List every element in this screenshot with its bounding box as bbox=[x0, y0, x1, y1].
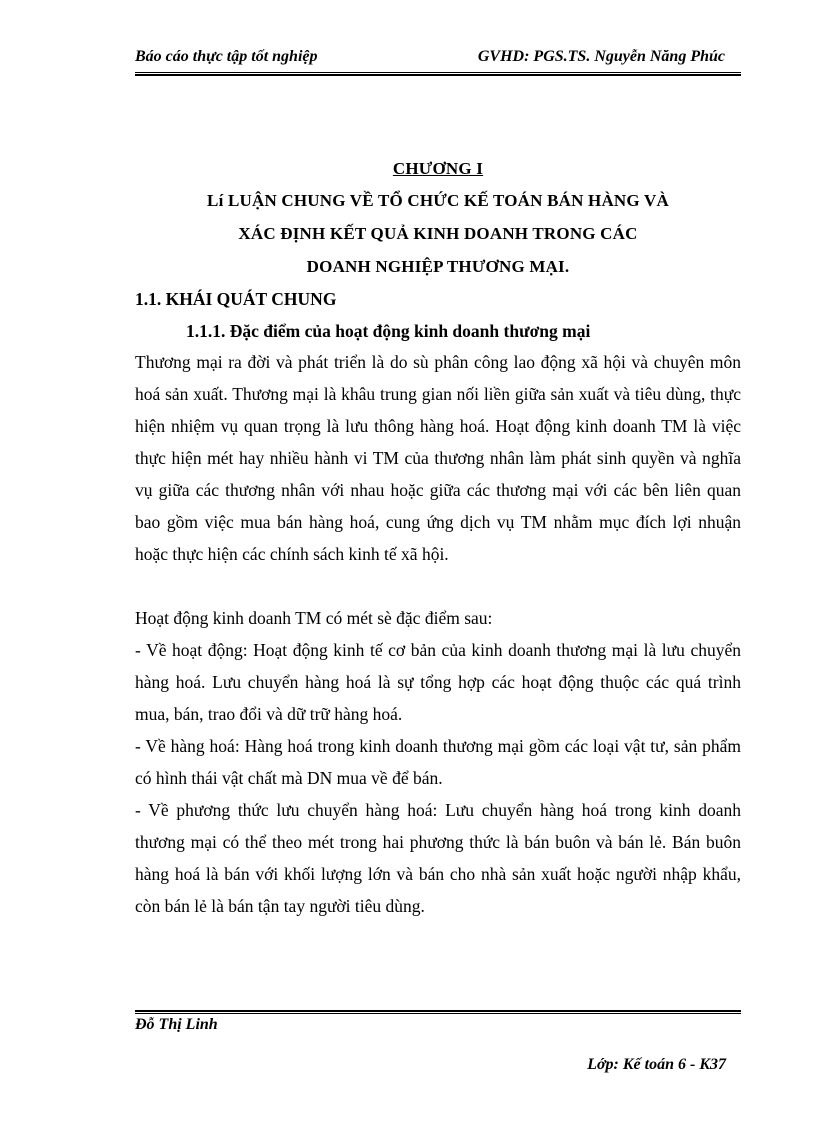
body-paragraph-3: - Về hoạt động: Hoạt động kinh tế cơ bản của kinh doanh thương mại là lưu chuyển hàng hoá. Lưu chuyển hàng hoá là sự tổng hợp các hoạt động thuộc các quá trình mua, bán, trao đổi và dữ trữ hàng hoá. bbox=[135, 640, 741, 724]
chapter-number: CHƯƠNG I bbox=[392, 159, 484, 178]
section-heading: 1.1. KHÁI QUÁT CHUNG bbox=[135, 289, 337, 309]
chapter-title-line-2: XÁC ĐỊNH KẾT QUẢ KINH DOANH TRONG CÁC bbox=[238, 224, 638, 243]
body-paragraph-4: - Về hàng hoá: Hàng hoá trong kinh doanh thương mại gồm các loại vật tư, sản phẩm có hình thái vật chất mà DN mua về để bán. bbox=[135, 736, 741, 788]
footer-author: Đỗ Thị Linh bbox=[135, 1016, 218, 1033]
chapter-title-line-1: Lí LUẬN CHUNG VỀ TỔ CHỨC KẾ TOÁN BÁN HÀNG VÀ bbox=[207, 191, 669, 210]
subsection-heading: 1.1.1. Đặc điểm của hoạt động kinh doanh thương mại bbox=[186, 321, 591, 341]
footer-class: Lớp: Kế toán 6 - K37 bbox=[587, 1056, 726, 1073]
body-paragraph-2: Hoạt động kinh doanh TM có mét sè đặc điểm sau: bbox=[135, 608, 493, 628]
body-paragraph-1: Thương mại ra đời và phát triển là do sù phân công lao động xã hội và chuyên môn hoá sản xuất. Thương mại là khâu trung gian nối liền giữa sản xuất và tiêu dùng, thực hiện nhiệm vụ quan trọng là lưu thông hàng hoá. Hoạt động kinh doanh TM là việc thực hiện mét hay nhiều hành vi TM của thương nhân làm phát sinh quyền và nghĩa vụ giữa các thương nhân với nhau hoặc giữa các thương mại với các bên liên quan bao gồm việc mua bán hàng hoá, cung ứng dịch vụ TM nhằm mục đích lợi nhuận hoặc thực hiện các chính sách kinh tế xã hội. bbox=[135, 352, 741, 564]
header-report-title: Báo cáo thực tập tốt nghiệp bbox=[135, 48, 318, 65]
header-supervisor: GVHD: PGS.TS. Nguyễn Năng Phúc bbox=[477, 48, 725, 65]
body-paragraph-5: - Về phương thức lưu chuyển hàng hoá: Lưu chuyển hàng hoá trong kinh doanh thương mại có thể theo mét trong hai phương thức là bán buôn và bán lẻ. Bán buôn hàng hoá là bán với khối lượng lớn và bán cho nhà sản xuất hoặc người nhập khẩu, còn bán lẻ là bán tận tay người tiêu dùng. bbox=[135, 800, 741, 916]
header-divider bbox=[135, 72, 741, 76]
footer-divider bbox=[135, 1010, 741, 1014]
chapter-title-line-3: DOANH NGHIỆP THƯƠNG MẠI. bbox=[306, 257, 570, 276]
page-header bbox=[135, 48, 731, 72]
